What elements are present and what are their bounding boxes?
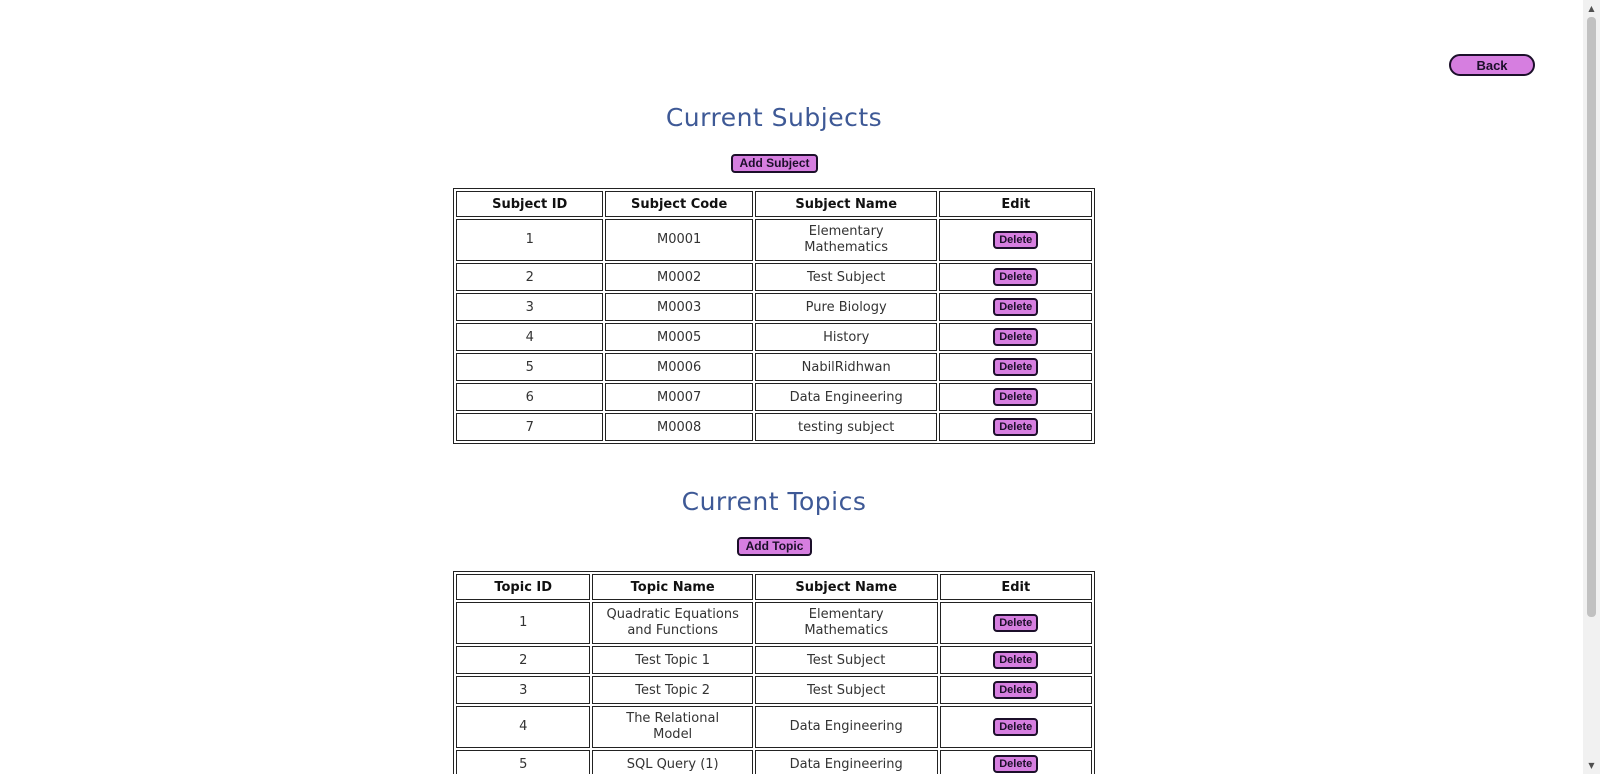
subject-code-cell: M0008 [605,413,752,441]
delete-button[interactable]: Delete [993,614,1038,632]
table-row [456,383,1092,411]
delete-button[interactable]: Delete [993,328,1038,346]
header-subject-code: Subject Code [605,191,752,217]
delete-button[interactable]: Delete [993,718,1038,736]
subject-name-cell: Data Engineering [755,750,938,774]
delete-button[interactable]: Delete [993,231,1038,249]
vertical-scrollbar[interactable] [1583,0,1600,774]
edit-cell [939,263,1092,291]
topics-header-row [456,574,1092,600]
edit-cell [940,750,1093,774]
edit-cell [940,646,1093,674]
table-row [456,219,1092,261]
scroll-down-icon[interactable]: ▼ [1588,761,1595,770]
delete-button[interactable]: Delete [993,298,1038,316]
table-row [456,706,1092,748]
edit-cell [939,353,1092,381]
delete-button[interactable]: Delete [993,681,1038,699]
subject-code-cell: M0005 [605,323,752,351]
header-subject-name: Subject Name [755,574,938,600]
edit-cell [939,293,1092,321]
subject-id-cell: 6 [456,383,603,411]
subject-name-cell: testing subject [755,413,938,441]
subject-code-cell: M0007 [605,383,752,411]
table-row [456,646,1092,674]
table-row [456,602,1092,644]
topic-name-cell: SQL Query (1) [592,750,753,774]
subject-code-cell: M0006 [605,353,752,381]
table-row [456,323,1092,351]
edit-cell [939,413,1092,441]
header-subject-id: Subject ID [456,191,603,217]
subject-name-cell: Data Engineering [755,706,938,748]
back-button[interactable]: Back [1449,54,1535,76]
subjects-header-row [456,191,1092,217]
edit-cell [939,383,1092,411]
subject-id-cell: 7 [456,413,603,441]
topic-name-cell: Quadratic Equations and Functions [592,602,753,644]
topic-name-cell: Test Topic 2 [592,676,753,704]
topics-table [453,571,1095,774]
edit-cell [940,602,1093,644]
subject-name-cell: Elementary Mathematics [755,602,938,644]
header-topic-name: Topic Name [592,574,753,600]
edit-cell [939,219,1092,261]
table-row [456,676,1092,704]
subject-id-cell: 4 [456,323,603,351]
subject-name-cell: Pure Biology [755,293,938,321]
table-row [456,353,1092,381]
edit-cell [939,323,1092,351]
subject-id-cell: 3 [456,293,603,321]
subjects-title: Current Subjects [665,103,883,132]
delete-button[interactable]: Delete [993,755,1038,773]
topic-name-cell: Test Topic 1 [592,646,753,674]
topic-id-cell: 1 [456,602,590,644]
table-row [456,413,1092,441]
subject-name-cell: NabilRidhwan [755,353,938,381]
header-topic-id: Topic ID [456,574,590,600]
delete-button[interactable]: Delete [993,268,1038,286]
subject-name-cell: History [755,323,938,351]
edit-cell [940,706,1093,748]
subject-id-cell: 5 [456,353,603,381]
delete-button[interactable]: Delete [993,388,1038,406]
subject-code-cell: M0003 [605,293,752,321]
topic-name-cell: The Relational Model [592,706,753,748]
header-subject-name: Subject Name [755,191,938,217]
subject-name-cell: Test Subject [755,646,938,674]
table-row [456,293,1092,321]
subject-id-cell: 1 [456,219,603,261]
scroll-thumb[interactable] [1587,17,1596,617]
delete-button[interactable]: Delete [993,418,1038,436]
header-edit: Edit [940,574,1093,600]
subject-code-cell: M0001 [605,219,752,261]
edit-cell [940,676,1093,704]
topic-id-cell: 3 [456,676,590,704]
header-edit: Edit [939,191,1092,217]
delete-button[interactable]: Delete [993,358,1038,376]
topic-id-cell: 5 [456,750,590,774]
add-subject-button[interactable]: Add Subject [731,154,818,173]
topic-id-cell: 4 [456,706,590,748]
add-topic-button[interactable]: Add Topic [737,537,812,556]
subject-name-cell: Data Engineering [755,383,938,411]
table-row [456,750,1092,774]
scroll-up-icon[interactable]: ▲ [1588,4,1595,13]
table-row [456,263,1092,291]
subjects-table [453,188,1095,444]
topic-id-cell: 2 [456,646,590,674]
subject-code-cell: M0002 [605,263,752,291]
delete-button[interactable]: Delete [993,651,1038,669]
subject-id-cell: 2 [456,263,603,291]
subject-name-cell: Test Subject [755,263,938,291]
subject-name-cell: Test Subject [755,676,938,704]
topics-title: Current Topics [681,487,867,516]
subject-name-cell: Elementary Mathematics [755,219,938,261]
